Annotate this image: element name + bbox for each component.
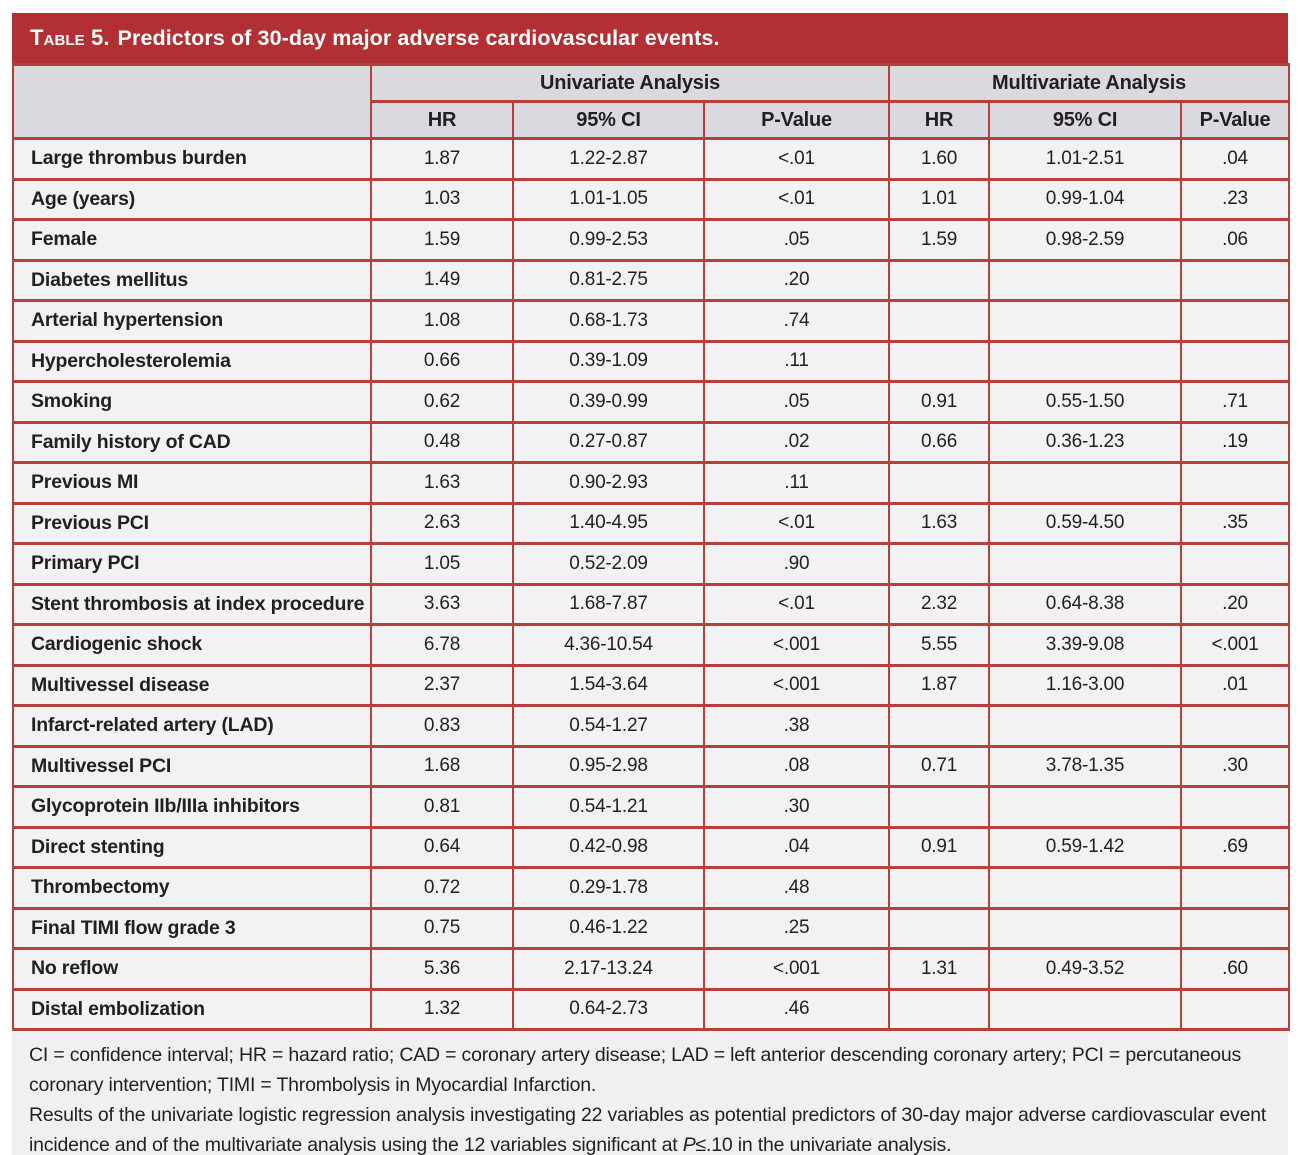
- multi-hr-cell: 1.60: [889, 139, 989, 180]
- variable-cell: Hypercholesterolemia: [13, 341, 371, 382]
- table-row: [13, 787, 1289, 828]
- results-note-tail: ≤.10 in the univariate analysis.: [695, 1134, 952, 1155]
- variable-cell: Multivessel PCI: [13, 746, 371, 787]
- table-row: [13, 544, 1289, 585]
- multi-p-cell: .71: [1181, 382, 1289, 423]
- uni-hr-cell: 1.59: [371, 220, 513, 261]
- uni-ci-cell: 0.95-2.98: [513, 746, 704, 787]
- table-row: [13, 949, 1289, 990]
- table-row: [13, 463, 1289, 504]
- uni-p-cell: <.01: [704, 503, 889, 544]
- uni-hr-cell: 1.03: [371, 179, 513, 220]
- uni-hr-cell: 0.72: [371, 868, 513, 909]
- table-row: [13, 341, 1289, 382]
- uni-p-cell: .11: [704, 463, 889, 504]
- uni-ci-cell: 0.90-2.93: [513, 463, 704, 504]
- variable-cell: Large thrombus burden: [13, 139, 371, 180]
- table-row: [13, 503, 1289, 544]
- multi-hr-cell: [889, 260, 989, 301]
- multivariate-group-header: Multivariate Analysis: [889, 65, 1289, 102]
- multi-ci-cell: 1.01-2.51: [989, 139, 1181, 180]
- uni-ci-header: 95% CI: [513, 102, 704, 139]
- uni-p-cell: <.01: [704, 179, 889, 220]
- variable-cell: Thrombectomy: [13, 868, 371, 909]
- uni-hr-cell: 5.36: [371, 949, 513, 990]
- uni-hr-cell: 1.08: [371, 301, 513, 342]
- uni-pvalue-header: P-Value: [704, 102, 889, 139]
- uni-hr-cell: 0.62: [371, 382, 513, 423]
- uni-ci-cell: 1.22-2.87: [513, 139, 704, 180]
- variable-cell: Previous MI: [13, 463, 371, 504]
- variable-cell: Cardiogenic shock: [13, 625, 371, 666]
- uni-ci-cell: 0.39-0.99: [513, 382, 704, 423]
- multi-p-cell: [1181, 260, 1289, 301]
- multi-p-cell: [1181, 301, 1289, 342]
- multi-ci-cell: 0.98-2.59: [989, 220, 1181, 261]
- multi-hr-cell: 0.91: [889, 827, 989, 868]
- multi-p-cell: .69: [1181, 827, 1289, 868]
- uni-ci-cell: 0.81-2.75: [513, 260, 704, 301]
- abbreviations-note: CI = confidence interval; HR = hazard ratio; CAD = coronary artery disease; LAD = left anterior descending coronary artery; PCI = percutaneous coronary intervention; TIMI = Thrombolysis in Myocardial Infarction.: [29, 1044, 1242, 1096]
- multi-ci-cell: 3.78-1.35: [989, 746, 1181, 787]
- variable-cell: Arterial hypertension: [13, 301, 371, 342]
- uni-hr-cell: 1.68: [371, 746, 513, 787]
- multi-ci-cell: 3.39-9.08: [989, 625, 1181, 666]
- uni-p-cell: .08: [704, 746, 889, 787]
- uni-p-cell: .20: [704, 260, 889, 301]
- uni-ci-cell: 0.29-1.78: [513, 868, 704, 909]
- uni-p-cell: <.01: [704, 584, 889, 625]
- multi-hr-cell: [889, 908, 989, 949]
- multi-pvalue-header: P-Value: [1181, 102, 1289, 139]
- multi-hr-cell: 0.71: [889, 746, 989, 787]
- uni-p-cell: .11: [704, 341, 889, 382]
- multi-p-cell: .20: [1181, 584, 1289, 625]
- multi-hr-cell: [889, 463, 989, 504]
- uni-ci-cell: 0.68-1.73: [513, 301, 704, 342]
- multi-hr-cell: [889, 341, 989, 382]
- uni-p-cell: .05: [704, 382, 889, 423]
- table-figure: [12, 13, 1288, 1155]
- uni-ci-cell: 2.17-13.24: [513, 949, 704, 990]
- uni-hr-cell: 0.81: [371, 787, 513, 828]
- multi-ci-cell: [989, 868, 1181, 909]
- uni-hr-header: HR: [371, 102, 513, 139]
- multi-ci-cell: [989, 544, 1181, 585]
- uni-hr-cell: 1.63: [371, 463, 513, 504]
- multi-ci-cell: [989, 341, 1181, 382]
- multi-p-cell: [1181, 868, 1289, 909]
- uni-ci-cell: 0.39-1.09: [513, 341, 704, 382]
- uni-p-cell: .30: [704, 787, 889, 828]
- table-row: [13, 220, 1289, 261]
- variable-cell: Primary PCI: [13, 544, 371, 585]
- multi-ci-cell: [989, 989, 1181, 1030]
- multi-ci-cell: 0.49-3.52: [989, 949, 1181, 990]
- table-row: [13, 382, 1289, 423]
- results-note-p-symbol: P: [682, 1134, 696, 1155]
- uni-hr-cell: 0.64: [371, 827, 513, 868]
- table-row: [13, 827, 1289, 868]
- table-row: [13, 422, 1289, 463]
- multi-p-cell: [1181, 787, 1289, 828]
- uni-ci-cell: 0.64-2.73: [513, 989, 704, 1030]
- multi-p-cell: [1181, 908, 1289, 949]
- variable-cell: Diabetes mellitus: [13, 260, 371, 301]
- table-row: [13, 179, 1289, 220]
- table-title: Predictors of 30-day major adverse cardiovascular events.: [117, 25, 720, 50]
- uni-ci-cell: 0.27-0.87: [513, 422, 704, 463]
- table-row: [13, 746, 1289, 787]
- uni-hr-cell: 1.87: [371, 139, 513, 180]
- uni-ci-cell: 1.01-1.05: [513, 179, 704, 220]
- variable-cell: Female: [13, 220, 371, 261]
- uni-ci-cell: 0.42-0.98: [513, 827, 704, 868]
- uni-ci-cell: 1.68-7.87: [513, 584, 704, 625]
- multi-hr-cell: 1.31: [889, 949, 989, 990]
- multi-hr-cell: [889, 868, 989, 909]
- multi-p-cell: .01: [1181, 665, 1289, 706]
- multi-ci-cell: [989, 908, 1181, 949]
- uni-p-cell: <.01: [704, 139, 889, 180]
- variable-cell: Previous PCI: [13, 503, 371, 544]
- multi-p-cell: .04: [1181, 139, 1289, 180]
- multi-hr-cell: 1.87: [889, 665, 989, 706]
- uni-p-cell: .05: [704, 220, 889, 261]
- multi-hr-cell: 0.66: [889, 422, 989, 463]
- multi-ci-cell: [989, 463, 1181, 504]
- uni-p-cell: .48: [704, 868, 889, 909]
- uni-ci-cell: 0.54-1.21: [513, 787, 704, 828]
- variable-cell: Final TIMI flow grade 3: [13, 908, 371, 949]
- multi-ci-cell: 0.59-1.42: [989, 827, 1181, 868]
- table-row: [13, 706, 1289, 747]
- multi-p-cell: [1181, 544, 1289, 585]
- multi-hr-cell: 2.32: [889, 584, 989, 625]
- multi-hr-cell: [889, 787, 989, 828]
- variable-cell: Family history of CAD: [13, 422, 371, 463]
- results-table: [12, 63, 1290, 1031]
- multi-ci-cell: 0.64-8.38: [989, 584, 1181, 625]
- table-row: [13, 301, 1289, 342]
- results-note-text: Results of the univariate logistic regression analysis investigating 22 variables as potential predictors of 30-day major adverse cardiovascular event incidence and of the multivariate analysis using the 12 variables significant at: [29, 1104, 1267, 1155]
- multi-p-cell: .19: [1181, 422, 1289, 463]
- uni-hr-cell: 2.37: [371, 665, 513, 706]
- multi-hr-header: HR: [889, 102, 989, 139]
- multi-hr-cell: 5.55: [889, 625, 989, 666]
- uni-p-cell: .46: [704, 989, 889, 1030]
- variable-column-header: [13, 65, 371, 139]
- uni-hr-cell: 1.05: [371, 544, 513, 585]
- multi-p-cell: [1181, 989, 1289, 1030]
- multi-ci-cell: 1.16-3.00: [989, 665, 1181, 706]
- univariate-group-header: Univariate Analysis: [371, 65, 889, 102]
- group-header-row: [13, 65, 1289, 102]
- uni-hr-cell: 1.32: [371, 989, 513, 1030]
- multi-p-cell: [1181, 463, 1289, 504]
- multi-ci-header: 95% CI: [989, 102, 1181, 139]
- multi-hr-cell: 0.91: [889, 382, 989, 423]
- uni-hr-cell: 3.63: [371, 584, 513, 625]
- multi-hr-cell: 1.59: [889, 220, 989, 261]
- variable-cell: Multivessel disease: [13, 665, 371, 706]
- results-note: [29, 1100, 1271, 1155]
- table-row: [13, 139, 1289, 180]
- uni-ci-cell: 1.40-4.95: [513, 503, 704, 544]
- table-row: [13, 989, 1289, 1030]
- uni-ci-cell: 0.52-2.09: [513, 544, 704, 585]
- table-number-label: Table 5.: [30, 25, 110, 50]
- uni-p-cell: .90: [704, 544, 889, 585]
- table-body: [13, 139, 1289, 1030]
- uni-ci-cell: 4.36-10.54: [513, 625, 704, 666]
- multi-p-cell: [1181, 706, 1289, 747]
- multi-ci-cell: 0.59-4.50: [989, 503, 1181, 544]
- table-title-bar: [12, 13, 1288, 63]
- multi-p-cell: <.001: [1181, 625, 1289, 666]
- uni-hr-cell: 0.48: [371, 422, 513, 463]
- variable-cell: Infarct-related artery (LAD): [13, 706, 371, 747]
- uni-p-cell: .74: [704, 301, 889, 342]
- table-header: [13, 65, 1289, 139]
- variable-cell: Smoking: [13, 382, 371, 423]
- table-row: [13, 665, 1289, 706]
- multi-p-cell: .35: [1181, 503, 1289, 544]
- multi-p-cell: .23: [1181, 179, 1289, 220]
- multi-ci-cell: 0.36-1.23: [989, 422, 1181, 463]
- multi-hr-cell: [889, 544, 989, 585]
- table-row: [13, 584, 1289, 625]
- variable-cell: Glycoprotein IIb/IIIa inhibitors: [13, 787, 371, 828]
- multi-hr-cell: [889, 706, 989, 747]
- multi-p-cell: .06: [1181, 220, 1289, 261]
- uni-p-cell: <.001: [704, 625, 889, 666]
- variable-cell: Stent thrombosis at index procedure: [13, 584, 371, 625]
- multi-ci-cell: 0.99-1.04: [989, 179, 1181, 220]
- uni-ci-cell: 0.54-1.27: [513, 706, 704, 747]
- multi-p-cell: .30: [1181, 746, 1289, 787]
- uni-hr-cell: 0.75: [371, 908, 513, 949]
- multi-hr-cell: 1.63: [889, 503, 989, 544]
- uni-p-cell: .25: [704, 908, 889, 949]
- uni-ci-cell: 0.99-2.53: [513, 220, 704, 261]
- uni-ci-cell: 0.46-1.22: [513, 908, 704, 949]
- uni-ci-cell: 1.54-3.64: [513, 665, 704, 706]
- multi-p-cell: [1181, 341, 1289, 382]
- multi-ci-cell: [989, 787, 1181, 828]
- variable-cell: No reflow: [13, 949, 371, 990]
- variable-cell: Distal embolization: [13, 989, 371, 1030]
- multi-p-cell: .60: [1181, 949, 1289, 990]
- table-row: [13, 868, 1289, 909]
- multi-ci-cell: [989, 706, 1181, 747]
- multi-hr-cell: 1.01: [889, 179, 989, 220]
- uni-hr-cell: 0.66: [371, 341, 513, 382]
- variable-cell: Age (years): [13, 179, 371, 220]
- uni-hr-cell: 6.78: [371, 625, 513, 666]
- multi-ci-cell: 0.55-1.50: [989, 382, 1181, 423]
- table-row: [13, 625, 1289, 666]
- variable-cell: Direct stenting: [13, 827, 371, 868]
- table-row: [13, 260, 1289, 301]
- uni-p-cell: .04: [704, 827, 889, 868]
- uni-p-cell: .02: [704, 422, 889, 463]
- uni-p-cell: <.001: [704, 665, 889, 706]
- table-footnotes: [12, 1031, 1288, 1155]
- multi-hr-cell: [889, 301, 989, 342]
- multi-hr-cell: [889, 989, 989, 1030]
- multi-ci-cell: [989, 260, 1181, 301]
- uni-p-cell: .38: [704, 706, 889, 747]
- uni-hr-cell: 0.83: [371, 706, 513, 747]
- table-row: [13, 908, 1289, 949]
- multi-ci-cell: [989, 301, 1181, 342]
- uni-hr-cell: 1.49: [371, 260, 513, 301]
- uni-hr-cell: 2.63: [371, 503, 513, 544]
- uni-p-cell: <.001: [704, 949, 889, 990]
